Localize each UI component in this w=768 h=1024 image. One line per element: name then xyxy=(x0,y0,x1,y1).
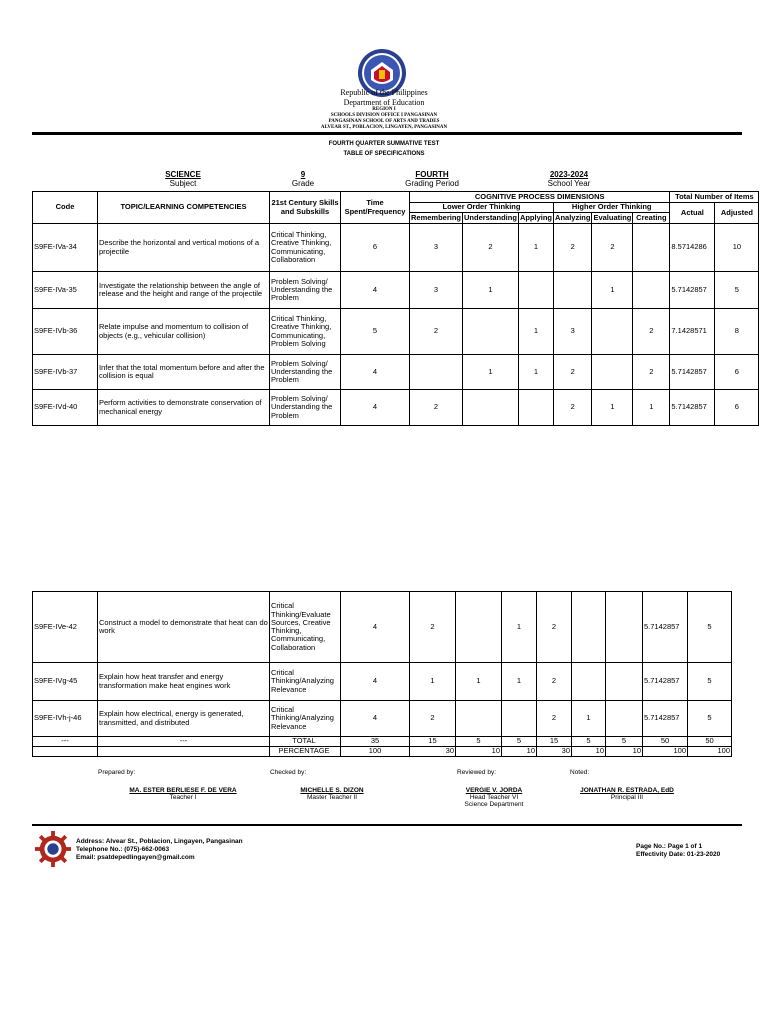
total-evaluating: 5 xyxy=(572,737,606,747)
row-analyzing: 2 xyxy=(554,224,592,272)
row-adjusted: 8 xyxy=(715,309,759,355)
row-analyzing: 2 xyxy=(554,390,592,426)
col-cognitive-dimensions: COGNITIVE PROCESS DIMENSIONS xyxy=(410,192,670,203)
row-topic: Explain how heat transfer and energy transformation make heat engines work xyxy=(98,663,270,701)
row-actual: 5.7142857 xyxy=(670,272,715,309)
header-address: ALVEAR ST., POBLACION, LINGAYEN, PANGASINAN xyxy=(320,125,448,130)
header-school: PANGASINAN SCHOOL OF ARTS AND TRADES xyxy=(328,119,440,124)
row-creating xyxy=(606,663,643,701)
pct-time: 100 xyxy=(341,747,410,757)
total-remembering: 15 xyxy=(410,737,456,747)
table-row xyxy=(33,390,759,426)
noted-block xyxy=(562,787,692,801)
table-row xyxy=(33,224,759,272)
row-time: 4 xyxy=(341,592,410,663)
row-understanding: 1 xyxy=(456,663,502,701)
year-field xyxy=(524,170,614,188)
period-label: Grading Period xyxy=(405,179,459,188)
pct-actual: 100 xyxy=(643,747,688,757)
row-creating: 2 xyxy=(633,309,670,355)
checked-label: Checked by: xyxy=(270,769,307,776)
row-actual: 5.7142857 xyxy=(643,663,688,701)
row-topic: Infer that the total momentum before and after the collision is equal xyxy=(98,355,270,390)
row-topic: Investigate the relationship between the angle of release and the height and range of the projectile xyxy=(98,272,270,309)
reviewed-position: Head Teacher VI xyxy=(469,794,519,801)
noted-name: JONATHAN R. ESTRADA, EdD xyxy=(580,787,674,794)
row-understanding: 1 xyxy=(463,355,519,390)
header-republic: Republic of the Philippines xyxy=(340,88,428,97)
row-evaluating xyxy=(572,663,606,701)
row-topic: Explain how electrical, energy is generated, transmitted, and distributed xyxy=(98,701,270,737)
row-remembering xyxy=(410,355,463,390)
col-analyzing: Analyzing xyxy=(555,212,591,222)
footer-rule xyxy=(32,824,742,826)
row-understanding: 1 xyxy=(463,272,519,309)
row-evaluating: 1 xyxy=(572,701,606,737)
table-row xyxy=(33,701,732,737)
grade-field xyxy=(258,170,348,188)
row-topic: Perform activities to demonstrate conservation of mechanical energy xyxy=(98,390,270,426)
col-remembering: Remembering xyxy=(411,212,462,222)
row-analyzing: 2 xyxy=(537,592,572,663)
noted-position: Principal III xyxy=(610,794,644,801)
row-adjusted: 5 xyxy=(688,663,732,701)
checked-name: MICHELLE S. DIZON xyxy=(300,787,364,794)
col-actual: Actual xyxy=(670,203,715,224)
header-deped: Department of Education xyxy=(343,98,425,107)
checked-block xyxy=(267,787,397,801)
percentage-row xyxy=(33,747,732,757)
reviewed-block xyxy=(444,787,544,808)
header-region: REGION I xyxy=(372,107,396,112)
row-actual: 5.7142857 xyxy=(670,390,715,426)
total-topic: --- xyxy=(98,737,270,747)
row-evaluating: 2 xyxy=(592,224,633,272)
footer-doc-info xyxy=(636,843,720,859)
subject-value: SCIENCE xyxy=(165,170,201,179)
reviewed-name: VERGIE V. JORDA xyxy=(465,787,523,794)
row-evaluating xyxy=(572,592,606,663)
row-time: 4 xyxy=(341,355,410,390)
checked-position: Master Teacher II xyxy=(306,794,358,801)
footer-page-no: Page No.: Page 1 of 1 xyxy=(636,843,703,850)
row-code: S9FE-IVh-j-46 xyxy=(33,701,98,737)
row-creating xyxy=(606,701,643,737)
col-code: Code xyxy=(33,192,98,224)
row-analyzing: 2 xyxy=(537,663,572,701)
total-applying: 5 xyxy=(502,737,537,747)
row-understanding: 2 xyxy=(463,224,519,272)
col-understanding: Understanding xyxy=(464,212,517,222)
col-evaluating: Evaluating xyxy=(593,212,632,222)
row-applying xyxy=(518,390,553,426)
total-time: 35 xyxy=(341,737,410,747)
pct-code-blank xyxy=(33,747,98,757)
table-row xyxy=(33,592,732,663)
row-topic: Construct a model to demonstrate that heat can do work xyxy=(98,592,270,663)
row-remembering: 2 xyxy=(410,309,463,355)
year-value: 2023-2024 xyxy=(549,170,589,179)
row-actual: 5.7142857 xyxy=(643,592,688,663)
row-code: S9FE-IVg-45 xyxy=(33,663,98,701)
row-actual: 8.5714286 xyxy=(670,224,715,272)
total-creating: 5 xyxy=(606,737,643,747)
row-applying xyxy=(502,701,537,737)
col-total-items: Total Number of Items xyxy=(670,192,759,203)
noted-label: Noted: xyxy=(570,769,590,776)
row-skills: Problem Solving/ Understanding the Problem xyxy=(270,390,341,426)
row-remembering: 2 xyxy=(410,592,456,663)
school-gear-logo-icon xyxy=(34,830,72,868)
row-code: S9FE-IVa-35 xyxy=(33,272,98,309)
prepared-name: MA. ESTER BERLIESE F. DE VERA xyxy=(129,787,237,794)
row-creating xyxy=(633,272,670,309)
table-row xyxy=(33,309,759,355)
pct-evaluating: 10 xyxy=(572,747,606,757)
total-label: TOTAL xyxy=(292,736,316,745)
row-evaluating xyxy=(592,355,633,390)
prepared-block xyxy=(108,787,258,801)
header-rule xyxy=(32,132,742,135)
table-row xyxy=(33,355,759,390)
row-time: 4 xyxy=(341,663,410,701)
row-time: 4 xyxy=(341,390,410,426)
table-row xyxy=(33,272,759,309)
row-adjusted: 5 xyxy=(688,592,732,663)
row-applying: 1 xyxy=(518,355,553,390)
row-skills: Critical Thinking, Creative Thinking, Communicating, Collaboration xyxy=(270,224,341,272)
row-remembering: 3 xyxy=(410,224,463,272)
pct-analyzing: 30 xyxy=(537,747,572,757)
pct-creating: 10 xyxy=(606,747,643,757)
subject-field xyxy=(138,170,228,188)
pct-adjusted: 100 xyxy=(688,747,732,757)
footer-telephone: Telephone No.: (075)-662-0063 xyxy=(76,846,170,854)
footer-address: Address: Alvear St., Poblacion, Lingayen, Pangasinan xyxy=(76,838,243,845)
col-higher-order: Higher Order Thinking xyxy=(554,203,670,213)
pct-understanding: 10 xyxy=(456,747,502,757)
grade-label: Grade xyxy=(291,179,315,188)
total-adjusted: 50 xyxy=(688,737,732,747)
row-time: 5 xyxy=(341,309,410,355)
col-topic: TOPIC/LEARNING COMPETENCIES xyxy=(98,192,270,224)
row-remembering: 3 xyxy=(410,272,463,309)
row-adjusted: 6 xyxy=(715,390,759,426)
row-creating: 2 xyxy=(633,355,670,390)
reviewed-label: Reviewed by: xyxy=(457,769,497,776)
tos-table-top xyxy=(32,191,759,426)
total-code: --- xyxy=(33,737,98,747)
row-code: S9FE-IVa-34 xyxy=(33,224,98,272)
row-evaluating: 1 xyxy=(592,272,633,309)
row-skills: Critical Thinking/Analyzing Relevance xyxy=(270,701,341,737)
row-code: S9FE-IVe-42 xyxy=(33,592,98,663)
row-applying: 1 xyxy=(518,309,553,355)
row-skills: Critical Thinking/Evaluate Sources, Creative Thinking, Communicating, Collaboration xyxy=(270,592,341,663)
row-understanding xyxy=(456,592,502,663)
row-applying xyxy=(518,272,553,309)
row-understanding xyxy=(463,390,519,426)
prepared-label: Prepared by: xyxy=(98,769,136,776)
test-title: FOURTH QUARTER SUMMATIVE TEST xyxy=(328,141,440,147)
row-evaluating: 1 xyxy=(592,390,633,426)
row-adjusted: 5 xyxy=(715,272,759,309)
row-creating xyxy=(633,224,670,272)
row-code: S9FE-IVd-40 xyxy=(33,390,98,426)
row-skills: Critical Thinking/Analyzing Relevance xyxy=(270,663,341,701)
total-row xyxy=(33,737,732,747)
row-analyzing: 2 xyxy=(554,355,592,390)
prepared-position: Teacher I xyxy=(169,794,197,801)
total-actual: 50 xyxy=(643,737,688,747)
row-skills: Problem Solving/ Understanding the Problem xyxy=(270,355,341,390)
row-adjusted: 5 xyxy=(688,701,732,737)
total-analyzing: 15 xyxy=(537,737,572,747)
row-actual: 5.7142857 xyxy=(643,701,688,737)
row-creating: 1 xyxy=(633,390,670,426)
row-applying: 1 xyxy=(502,592,537,663)
reviewed-department: Science Department xyxy=(464,801,524,808)
row-analyzing: 3 xyxy=(554,309,592,355)
pct-remembering: 30 xyxy=(410,747,456,757)
subject-label: Subject xyxy=(169,179,197,188)
col-skills: 21st Century Skills and Subskills xyxy=(270,192,341,224)
col-creating: Creating xyxy=(633,213,670,224)
row-skills: Problem Solving/ Understanding the Problem xyxy=(270,272,341,309)
col-time: Time Spent/Frequency xyxy=(341,192,410,224)
row-code: S9FE-IVb-37 xyxy=(33,355,98,390)
row-actual: 5.7142857 xyxy=(670,355,715,390)
row-analyzing: 2 xyxy=(537,701,572,737)
row-time: 4 xyxy=(341,701,410,737)
pct-topic-blank xyxy=(98,747,270,757)
row-remembering: 2 xyxy=(410,390,463,426)
row-applying: 1 xyxy=(502,663,537,701)
period-field xyxy=(387,170,477,188)
row-remembering: 2 xyxy=(410,701,456,737)
grade-value: 9 xyxy=(300,170,306,179)
year-label: School Year xyxy=(547,179,591,188)
row-code: S9FE-IVb-36 xyxy=(33,309,98,355)
row-understanding xyxy=(463,309,519,355)
col-lower-order: Lower Order Thinking xyxy=(410,203,554,213)
col-applying: Applying xyxy=(519,212,553,222)
period-value: FOURTH xyxy=(415,170,449,179)
total-understanding: 5 xyxy=(456,737,502,747)
footer-contact xyxy=(76,838,243,862)
col-adjusted: Adjusted xyxy=(715,203,759,224)
row-creating xyxy=(606,592,643,663)
row-analyzing xyxy=(554,272,592,309)
row-actual: 7.1428571 xyxy=(670,309,715,355)
row-time: 4 xyxy=(341,272,410,309)
row-time: 6 xyxy=(341,224,410,272)
row-topic: Relate impulse and momentum to collision of objects (e.g., vehicular collision) xyxy=(98,309,270,355)
row-evaluating xyxy=(592,309,633,355)
table-row xyxy=(33,663,732,701)
footer-effectivity: Effectivity Date: 01-23-2020 xyxy=(636,851,721,859)
header-division: SCHOOLS DIVISION OFFICE I PANGASINAN xyxy=(330,113,438,118)
row-adjusted: 6 xyxy=(715,355,759,390)
tos-table-bottom xyxy=(32,591,732,757)
pct-applying: 10 xyxy=(502,747,537,757)
percentage-label: PERCENTAGE xyxy=(278,746,330,755)
footer-email: Email: psatdepedlingayen@gmail.com xyxy=(76,854,195,862)
row-skills: Critical Thinking, Creative Thinking, Communicating, Problem Solving xyxy=(270,309,341,355)
row-remembering: 1 xyxy=(410,663,456,701)
test-subtitle: TABLE OF SPECIFICATIONS xyxy=(343,151,425,157)
row-adjusted: 10 xyxy=(715,224,759,272)
row-topic: Describe the horizontal and vertical motions of a projectile xyxy=(98,224,270,272)
row-applying: 1 xyxy=(518,224,553,272)
row-understanding xyxy=(456,701,502,737)
